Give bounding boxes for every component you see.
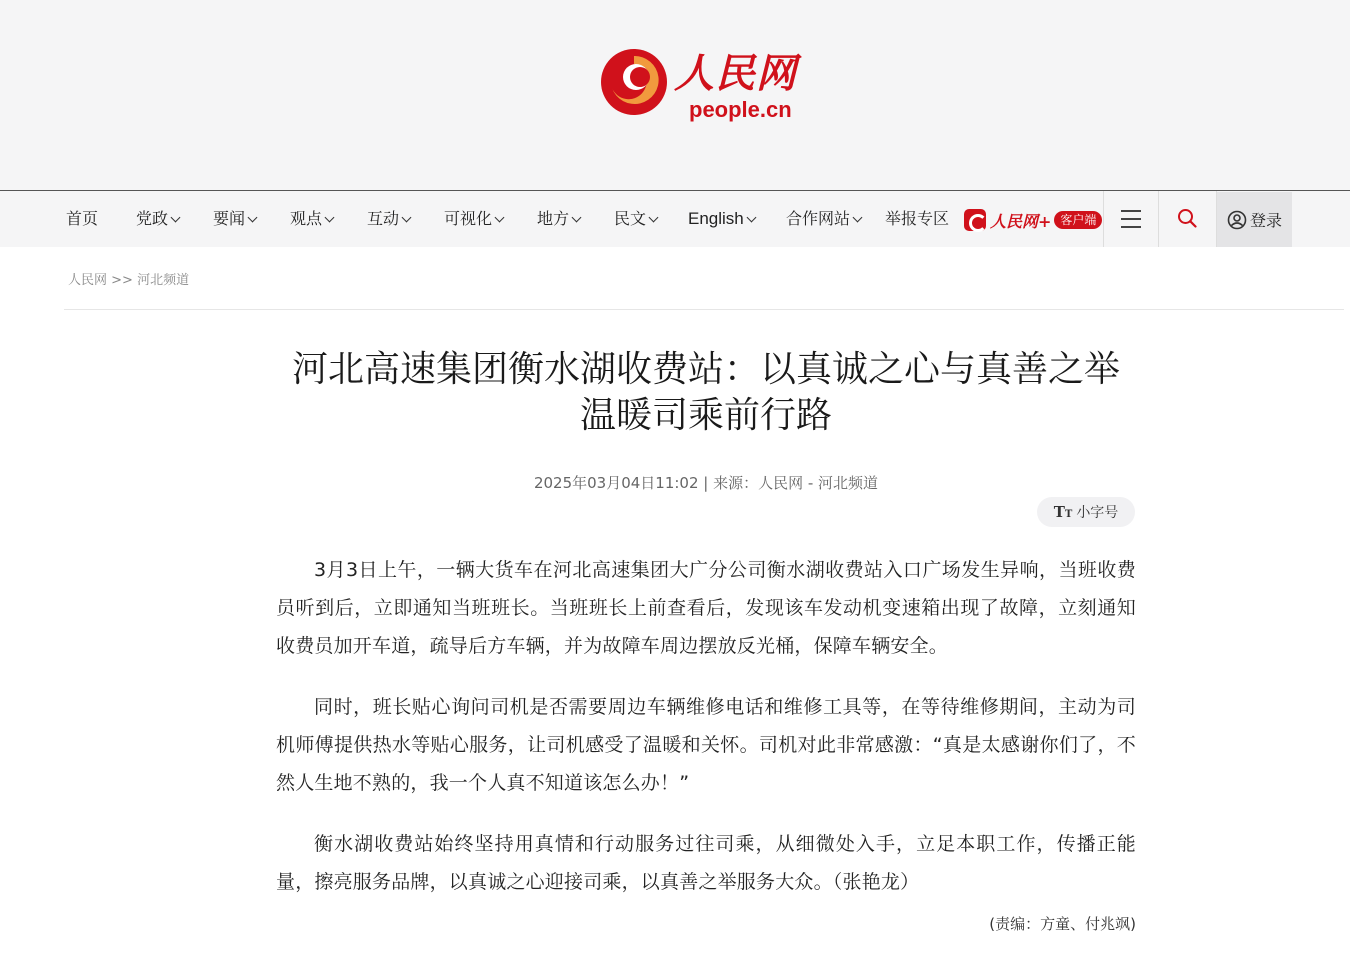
user-icon <box>1227 210 1247 230</box>
chevron-down-icon <box>248 213 258 223</box>
nav-item-local[interactable]: 地方 <box>537 191 580 248</box>
chevron-down-icon <box>649 213 659 223</box>
nav-item-partners[interactable]: 合作网站 <box>786 191 861 248</box>
app-tag: 客户端 <box>1054 211 1102 229</box>
breadcrumb-divider <box>64 309 1344 310</box>
nav-item-home[interactable]: 首页 <box>66 209 99 228</box>
site-logo[interactable] <box>598 42 813 128</box>
breadcrumb <box>68 269 189 288</box>
chevron-down-icon <box>402 213 412 223</box>
logo-domain: people.cn <box>689 97 792 122</box>
header-banner <box>0 0 1350 190</box>
chevron-down-icon <box>495 213 505 223</box>
article-title: 河北高速集团衡水湖收费站：以真诚之心与真善之举 温暖司乘前行路 <box>291 349 1120 436</box>
chevron-down-icon <box>325 213 335 223</box>
login-button[interactable] <box>1217 192 1292 247</box>
app-logo-icon <box>964 209 986 231</box>
chevron-down-icon <box>171 213 181 223</box>
search-icon[interactable] <box>1177 208 1197 228</box>
nav-item-report[interactable]: 举报专区 <box>885 209 950 228</box>
chevron-down-icon <box>853 213 863 223</box>
article-paragraph: 衡水湖收费站始终坚持用真情和行动服务过往司乘，从细微处入手，立足本职工作，传播正能量，擦亮服务品牌，以真诚之心迎接司乘，以真善之举服务大众。（张艳龙） <box>276 833 1136 893</box>
nav-item-english[interactable]: English <box>688 191 755 248</box>
nav-item-interact[interactable]: 互动 <box>367 191 410 248</box>
app-name: 人民网+ <box>990 211 1052 231</box>
font-size-label: 小字号 <box>1076 505 1119 521</box>
breadcrumb-home[interactable]: 人民网 <box>68 273 108 288</box>
font-size-toggle[interactable]: TT 小字号 <box>1037 497 1135 527</box>
chevron-down-icon <box>746 213 756 223</box>
breadcrumb-separator: >> <box>107 273 138 288</box>
nav-divider <box>1103 191 1104 247</box>
breadcrumb-channel[interactable]: 河北频道 <box>137 273 190 288</box>
font-size-icon: T <box>1053 503 1065 521</box>
article-body <box>276 551 1136 924</box>
article-editor: (责编：方童、付兆飒) <box>989 915 1136 933</box>
article-meta: 2025年03月04日11:02 | 来源：人民网 - 河北频道 <box>533 474 879 492</box>
nav-item-party[interactable]: 党政 <box>136 191 179 248</box>
nav-item-visual[interactable]: 可视化 <box>444 191 503 248</box>
main-nav <box>0 190 1350 247</box>
login-label: 登录 <box>1249 211 1282 230</box>
article-paragraph: 同时，班长贴心询问司机是否需要周边车辆维修电话和维修工具等，在等待维修期间，主动为司机师傅提供热水等贴心服务，让司机感受了温暖和关怀。司机对此非常感激：“真是太感谢你们了，不然人生地不熟的，我一个人真不知道该怎么办！” <box>276 696 1136 794</box>
nav-item-opinion[interactable]: 观点 <box>290 191 333 248</box>
nav-item-news[interactable]: 要闻 <box>213 191 256 248</box>
logo-wordmark: 人民网 <box>674 50 797 97</box>
menu-icon[interactable] <box>1121 210 1141 228</box>
people-logo-icon <box>598 44 670 116</box>
app-download-link[interactable] <box>964 208 1102 232</box>
nav-divider <box>1158 191 1159 247</box>
chevron-down-icon <box>572 213 582 223</box>
article-paragraph: 3月3日上午，一辆大货车在河北高速集团大广分公司衡水湖收费站入口广场发生异响，当班收费员听到后，立即通知当班班长。当班班长上前查看后，发现该车发动机变速箱出现了故障，立刻通知收费员加开车道，疏导后方车辆，并为故障车周边摆放反光桶，保障车辆安全。 <box>276 559 1136 657</box>
nav-item-ethnic[interactable]: 民文 <box>614 191 657 248</box>
